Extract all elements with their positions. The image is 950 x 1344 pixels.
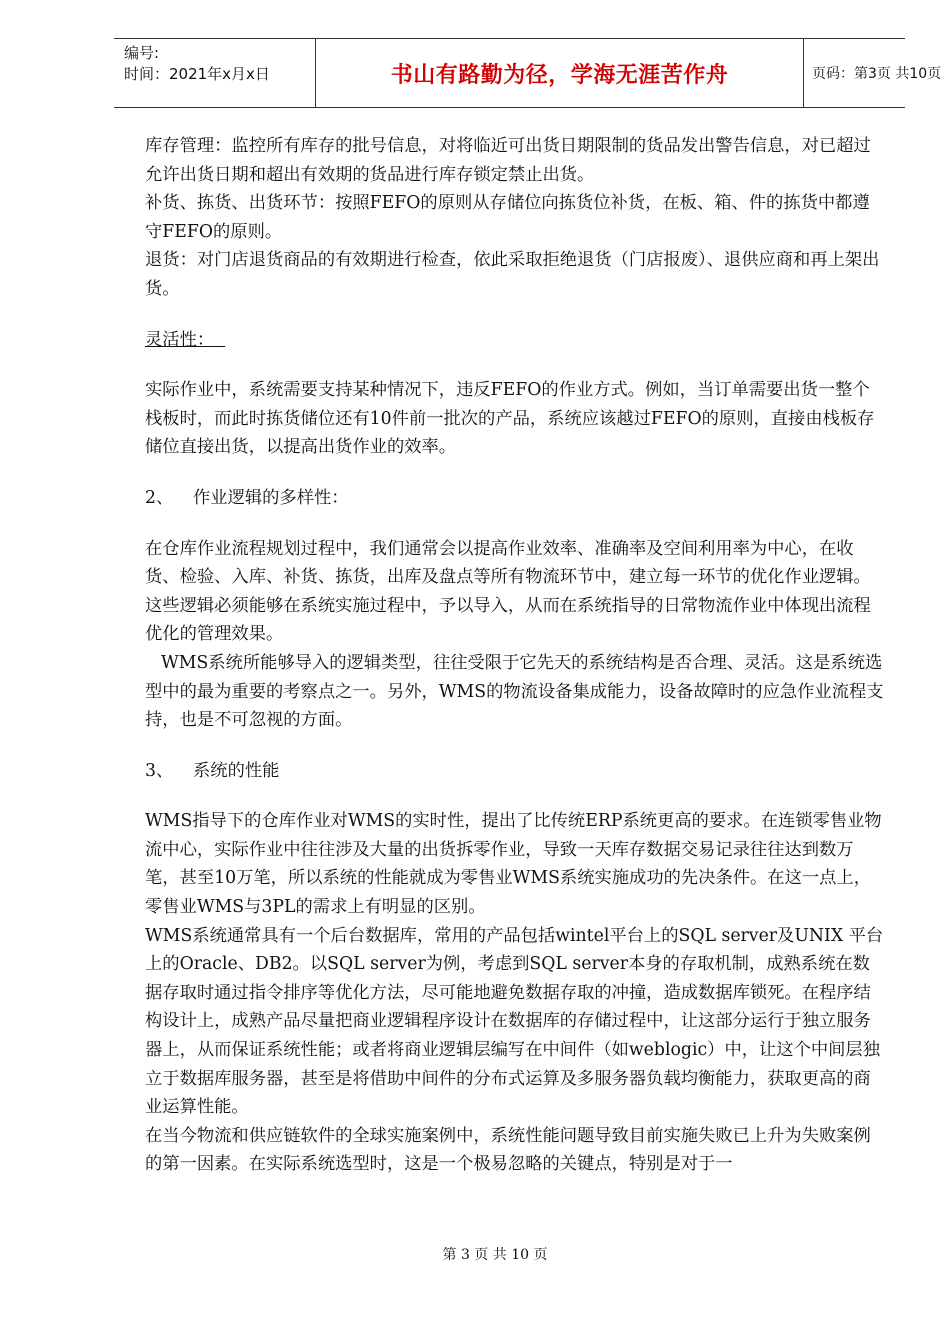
paragraph-replenish: 补货、拣货、出货环节：按照FEFO的原则从存储位向拣货位补货，在板、箱、件的拣货中都遵守FEFO的原则。 [145,193,870,242]
document-header [114,38,942,108]
heading-section-3 [145,757,885,786]
header-meta [114,39,315,107]
heading-section-2-text: 作业逻辑的多样性： [193,487,349,508]
heading-section-3-number: 3、 [145,760,174,781]
paragraph-return: 退货：对门店退货商品的有效期进行检查，依此采取拒绝退货（门店报废）、退供应商和再上架出货。 [145,250,880,299]
paragraph-database: WMS系统通常具有一个后台数据库，常用的产品包括wintel平台上的SQL server及UNIX 平台上的Oracle、DB2。以SQL server为例，考虑到SQL server本身的存取机制，成熟系统在数据存取时通过指令排序等优化方法，尽可能地避免数据存取的冲撞，造成数据库锁死。在程序结构设计上，成熟产品尽量把商业逻辑程序设计在数据库的存储过程中，让这部分运行于独立服务器上，从而保证系统性能；或者将商业逻辑层编写在中间件（如weblogic）中，让这个中间层独立于数据库服务器，甚至是将借助中间件的分布式运算及多服务器负载均衡能力，获取更高的商业运算性能。 [145,925,884,1118]
heading-section-3-text: 系统的性能 [193,760,280,781]
paragraph-logic-types: WMS系统所能够导入的逻辑类型，往往受限于它先天的系统结构是否合理、灵活。这是系统选型中的最为重要的考察点之一。另外，WMS的物流设备集成能力，设备故障时的应急作业流程支持，也是不可忽视的方面。 [145,652,884,731]
document-number-label: 编号: [124,44,160,62]
document-body [145,132,885,1179]
paragraph-inventory: 库存管理：监控所有库存的批号信息，对将临近可出货日期限制的货品发出警告信息，对已超过允许出货日期和超出有效期的货品进行库存锁定禁止出货。 [145,136,871,185]
header-motto: 书山有路勤为径，学海无涯苦作舟 [315,39,804,107]
paragraph-performance: WMS指导下的仓库作业对WMS的实时性，提出了比传统ERP系统更高的要求。在连锁零售业物流中心，实际作业中往往涉及大量的出货拆零作业，导致一天库存数据交易记录往往达到数万笔，甚至10万笔，所以系统的性能就成为零售业WMS系统实施成功的先决条件。在这一点上，零售业WMS与3PL的需求上有明显的区别。 [145,811,882,918]
heading-section-2 [145,484,885,513]
document-time-label: 时间：2021年x月x日 [124,65,270,83]
heading-section-2-number: 2、 [145,487,174,508]
heading-flexibility-text: 灵活性： [145,329,215,350]
paragraph-failure-cases: 在当今物流和供应链软件的全球实施案例中，系统性能问题导致目前实施失败已上升为失败案例的第一因素。在实际系统选型时，这是一个极易忽略的关键点，特别是对于一 [145,1125,871,1175]
paragraph-flexibility: 实际作业中，系统需要支持某种情况下，违反FEFO的作业方式。例如，当订单需要出货一整个栈板时，而此时拣货储位还有10件前一批次的产品，系统应该越过FEFO的原则，直接由栈板存储位直接出货，以提高出货作业的效率。 [145,380,875,458]
heading-flexibility [145,326,885,355]
header-page-info: 页码：第3页 共10页 [812,66,942,82]
page-footer: 第 3 页 共 10 页 [442,1247,548,1263]
paragraph-logic-planning: 在仓库作业流程规划过程中，我们通常会以提高作业效率、准确率及空间利用率为中心，在收货、检验、入库、补货、拣货，出库及盘点等所有物流环节中，建立每一环节的优化作业逻辑。这些逻辑必须能够在系统实施过程中，予以导入，从而在系统指导的日常物流作业中体现出流程优化的管理效果。 [145,538,871,645]
